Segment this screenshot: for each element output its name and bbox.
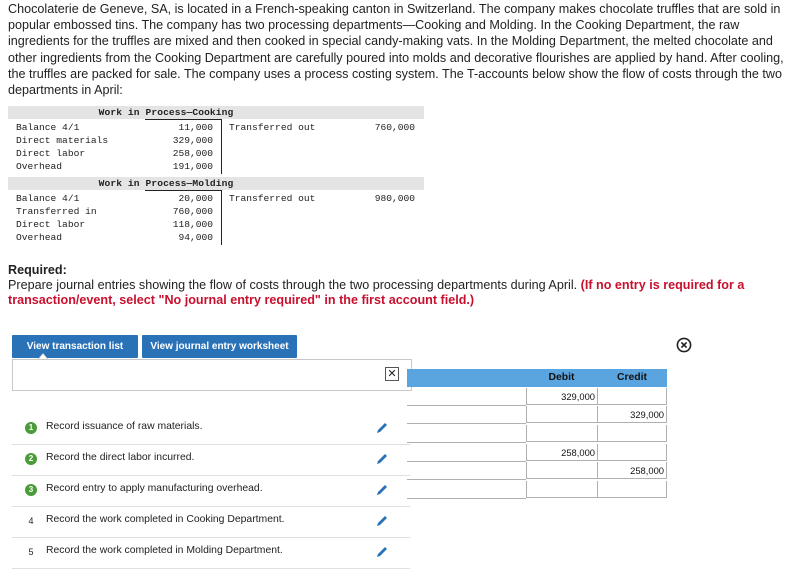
edit-pencil-icon[interactable] [375, 421, 389, 435]
debit-label: Overhead [16, 161, 63, 172]
debit-header: Debit [548, 372, 575, 383]
debit-amount: 94,000 [178, 232, 213, 243]
journal-row [407, 462, 667, 480]
t-account-cooking [8, 106, 424, 177]
credit-cell [597, 481, 667, 498]
transaction-number: 5 [28, 547, 34, 557]
account-cell [407, 388, 526, 406]
required-note: (If no entry is required for a transaction/event, select "No journal entry required" in the first account field.) [8, 278, 745, 307]
edit-pencil-icon[interactable] [375, 452, 389, 466]
debit-label: Balance 4/1 [16, 122, 80, 133]
journal-row [407, 425, 667, 443]
transaction-number: 4 [28, 516, 34, 526]
debit-cell: 258,000 [526, 444, 597, 461]
edit-pencil-icon[interactable] [375, 483, 389, 497]
close-icon[interactable] [676, 337, 692, 353]
journal-row [407, 481, 667, 499]
t-account-title: Work in Process—Cooking [8, 106, 424, 119]
completed-badge: 2 [25, 453, 37, 465]
debit-amount: 329,000 [172, 135, 213, 146]
transaction-text: Record the work completed in Molding Department. [46, 545, 283, 556]
transaction-text: Record the work completed in Cooking Department. [46, 514, 285, 525]
transaction-item[interactable] [12, 444, 410, 476]
debit-label: Transferred in [16, 206, 97, 217]
t-accounts [8, 106, 424, 248]
view-transaction-list-button[interactable]: View transaction list [12, 335, 138, 358]
debit-amount: 191,000 [172, 161, 213, 172]
credit-cell [597, 444, 667, 461]
debit-amount: 11,000 [178, 122, 213, 133]
transaction-list-panel [12, 359, 412, 391]
journal-row [407, 406, 667, 424]
transaction-text: Record the direct labor incurred. [46, 452, 195, 463]
edit-pencil-icon[interactable] [375, 514, 389, 528]
debit-cell [526, 406, 597, 423]
credit-header: Credit [616, 372, 648, 383]
edit-pencil-icon[interactable] [375, 545, 389, 559]
debit-amount: 20,000 [178, 193, 213, 204]
debit-label: Balance 4/1 [16, 193, 80, 204]
debit-cell [526, 462, 597, 479]
transaction-item[interactable] [12, 475, 410, 507]
account-cell [407, 425, 526, 443]
view-journal-worksheet-button[interactable]: View journal entry worksheet [142, 335, 297, 358]
credit-label: Transferred out [229, 122, 316, 133]
close-panel-icon[interactable]: ✕ [385, 367, 399, 381]
completed-badge: 3 [25, 484, 37, 496]
account-cell [407, 444, 526, 462]
credit-cell: 258,000 [597, 462, 667, 479]
debit-amount: 760,000 [172, 206, 213, 217]
transaction-item[interactable] [12, 537, 410, 569]
debit-cell [526, 481, 597, 498]
credit-cell [597, 388, 667, 405]
problem-intro: Chocolaterie de Geneve, SA, is located in a French-speaking canton in Switzerland. The company makes chocolate truffles that are sold in popular embossed tins. The company has two processing departments—Cooking and Molding. In the Cooking Department, the raw ingredients for the truffles are mixed and then cooked in special candy-making vats. In the Molding Department, the melted chocolate and other ingredients from the Cooking Department are carefully poured into molds and decorative flourishes are applied by hand. After cooling, the truffles are packed for sale. The company uses a process costing system. The T-accounts below show the flow of costs through the two departments in April: [8, 2, 784, 98]
debit-cell [526, 425, 597, 442]
account-cell [407, 406, 526, 424]
credit-cell: 329,000 [597, 406, 667, 423]
journal-row [407, 388, 667, 406]
transaction-item[interactable] [12, 413, 410, 445]
credit-amount: 980,000 [374, 193, 415, 204]
transaction-text: Record issuance of raw materials. [46, 421, 203, 432]
debit-label: Direct labor [16, 219, 86, 230]
debit-label: Direct labor [16, 148, 86, 159]
debit-amount: 118,000 [172, 219, 213, 230]
debit-label: Direct materials [16, 135, 109, 146]
journal-row [407, 444, 667, 462]
journal-header [407, 369, 667, 387]
transaction-item[interactable] [12, 506, 410, 538]
t-account-title: Work in Process—Molding [8, 177, 424, 190]
t-account-molding [8, 177, 424, 248]
debit-amount: 258,000 [172, 148, 213, 159]
account-cell [407, 462, 526, 480]
credit-amount: 760,000 [374, 122, 415, 133]
transaction-text: Record entry to apply manufacturing overhead. [46, 483, 263, 494]
required-text: Prepare journal entries showing the flow of costs through the two processing departments during April. [8, 278, 581, 292]
debit-cell: 329,000 [526, 388, 597, 405]
credit-label: Transferred out [229, 193, 316, 204]
required-heading: Required: [8, 263, 67, 277]
required-section [8, 263, 790, 308]
completed-badge: 1 [25, 422, 37, 434]
debit-label: Overhead [16, 232, 63, 243]
account-cell [407, 481, 526, 499]
credit-cell [597, 425, 667, 442]
